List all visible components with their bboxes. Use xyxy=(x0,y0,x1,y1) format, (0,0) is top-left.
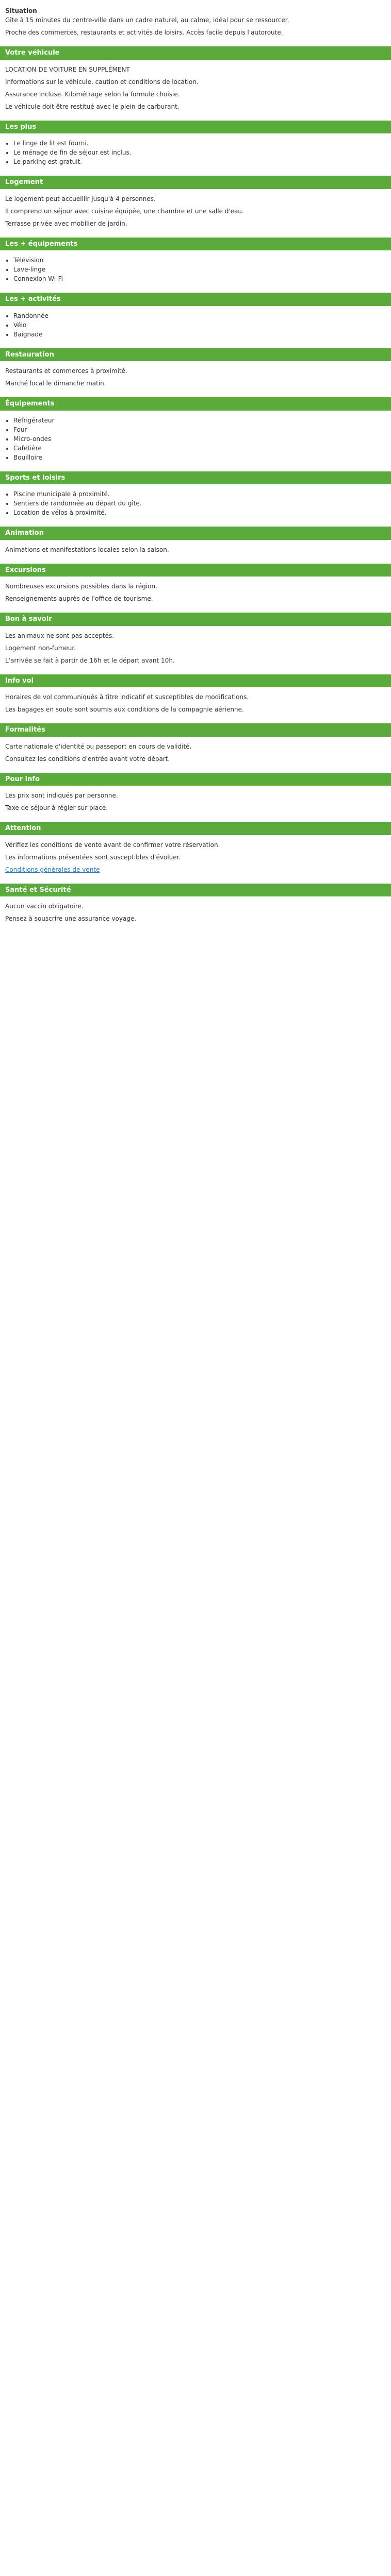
vehicule-section xyxy=(0,62,391,116)
bon-a-savoir-text: Logement non-fumeur. xyxy=(5,644,76,652)
section-header-excursions: Excursions xyxy=(0,564,391,577)
pour-info-text: Taxe de séjour à régler sur place. xyxy=(5,804,108,811)
formalites-section xyxy=(0,739,391,769)
restauration-section xyxy=(0,363,391,393)
sante-text: Pensez à souscrire une assurance voyage. xyxy=(5,915,137,922)
list-item: • Vélo xyxy=(13,320,386,330)
bon-a-savoir-text: L'arrivée se fait à partir de 16h et le départ avant 10h. xyxy=(5,656,175,664)
logement-section xyxy=(0,191,391,233)
restauration-text: Marché local le dimanche matin. xyxy=(5,380,106,387)
list-item: • Bouilloire xyxy=(13,453,386,462)
bon-a-savoir-text: Les animaux ne sont pas acceptés. xyxy=(5,632,115,639)
excursions-section xyxy=(0,579,391,608)
section-header-attention: Attention xyxy=(0,822,391,835)
bon-a-savoir-section xyxy=(0,628,391,670)
sante-text: Aucun vaccin obligatoire. xyxy=(5,903,84,910)
list-item: • Location de vélos à proximité. xyxy=(13,508,386,517)
vehicule-text: Informations sur le véhicule, caution et conditions de location. xyxy=(5,78,199,86)
section-header-restauration: Restauration xyxy=(0,348,391,362)
vehicule-text: LOCATION DE VOITURE EN SUPPLÉMENT xyxy=(5,65,130,73)
sante-section xyxy=(0,899,391,928)
animation-text: Animations et manifestations locales selon la saison. xyxy=(5,546,169,553)
list-item: • Micro-ondes xyxy=(13,434,386,444)
list-item: • Le linge de lit est fourni. xyxy=(13,139,386,148)
list-item: • Lave-linge xyxy=(13,265,386,274)
equipements-2-section xyxy=(0,413,391,467)
logement-text: Le logement peut accueillir jusqu'à 4 personnes. xyxy=(5,195,156,202)
pour-info-text: Les prix sont indiqués par personne. xyxy=(5,792,118,799)
pour-info-section xyxy=(0,788,391,818)
situation-title: Situation xyxy=(5,7,37,14)
cgv-link[interactable]: Conditions générales de vente xyxy=(5,866,100,873)
section-header-info-vol: Info vol xyxy=(0,674,391,688)
section-header-formalites: Formalités xyxy=(0,723,391,737)
list-item: • Le parking est gratuit. xyxy=(13,157,386,166)
list-item: • Four xyxy=(13,425,386,434)
situation-section xyxy=(0,0,391,42)
sports-section xyxy=(0,486,391,522)
attention-text: Vérifiez les conditions de vente avant de confirmer votre réservation. xyxy=(5,841,220,849)
list-item: • Randonnée xyxy=(13,311,386,320)
section-header-vehicule: Votre véhicule xyxy=(0,46,391,60)
offer-detail-page xyxy=(0,0,391,928)
activites-section xyxy=(0,308,391,344)
section-header-animation: Animation xyxy=(0,527,391,540)
list-item: • Piscine municipale à proximité. xyxy=(13,489,386,499)
excursions-text: Nombreuses excursions possibles dans la région. xyxy=(5,583,157,590)
section-header-equipements-2: Équipements xyxy=(0,397,391,411)
section-header-pour-info: Pour info xyxy=(0,773,391,786)
animation-section xyxy=(0,542,391,560)
list-item: • Connexion Wi-Fi xyxy=(13,274,386,283)
section-header-bon-a-savoir: Bon à savoir xyxy=(0,613,391,626)
restauration-text: Restaurants et commerces à proximité. xyxy=(5,367,127,375)
formalites-text: Consultez les conditions d'entrée avant votre départ. xyxy=(5,755,170,762)
section-header-logement: Logement xyxy=(0,176,391,189)
vehicule-text: Assurance incluse. Kilométrage selon la formule choisie. xyxy=(5,90,180,98)
plus-section xyxy=(0,135,391,172)
section-header-equipements: Les + équipements xyxy=(0,238,391,251)
section-header-activites: Les + activités xyxy=(0,293,391,306)
list-item: • Sentiers de randonnée au départ du gîte. xyxy=(13,499,386,508)
logement-text: Il comprend un séjour avec cuisine équipée, une chambre et une salle d'eau. xyxy=(5,207,244,215)
equipements-section xyxy=(0,252,391,289)
logement-text: Terrasse privée avec mobilier de jardin. xyxy=(5,219,127,227)
section-header-sante: Santé et Sécurité xyxy=(0,884,391,897)
vehicule-text: Le véhicule doit être restitué avec le plein de carburant. xyxy=(5,103,180,110)
info-vol-text: Les bagages en soute sont soumis aux conditions de la compagnie aérienne. xyxy=(5,706,244,713)
attention-text: Les informations présentées sont susceptibles d'évoluer. xyxy=(5,853,181,861)
info-vol-section xyxy=(0,689,391,719)
list-item: • Le ménage de fin de séjour est inclus. xyxy=(13,148,386,157)
formalites-text: Carte nationale d'identité ou passeport en cours de validité. xyxy=(5,742,192,750)
situation-text: Gîte à 15 minutes du centre-ville dans un cadre naturel, au calme, idéal pour se ressourcer. xyxy=(5,16,289,24)
section-header-plus: Les plus xyxy=(0,121,391,134)
list-item: • Cafetière xyxy=(13,444,386,453)
list-item: • Télévision xyxy=(13,256,386,265)
info-vol-text: Horaires de vol communiqués à titre indicatif et susceptibles de modifications. xyxy=(5,693,249,701)
list-item: • Baignade xyxy=(13,330,386,339)
situation-text: Proche des commerces, restaurants et activités de loisirs. Accès facile depuis l'autoroute. xyxy=(5,29,283,36)
section-header-sports: Sports et loisirs xyxy=(0,471,391,485)
attention-section xyxy=(0,837,391,879)
list-item: • Réfrigérateur xyxy=(13,416,386,425)
excursions-text: Renseignements auprès de l'office de tourisme. xyxy=(5,595,153,602)
